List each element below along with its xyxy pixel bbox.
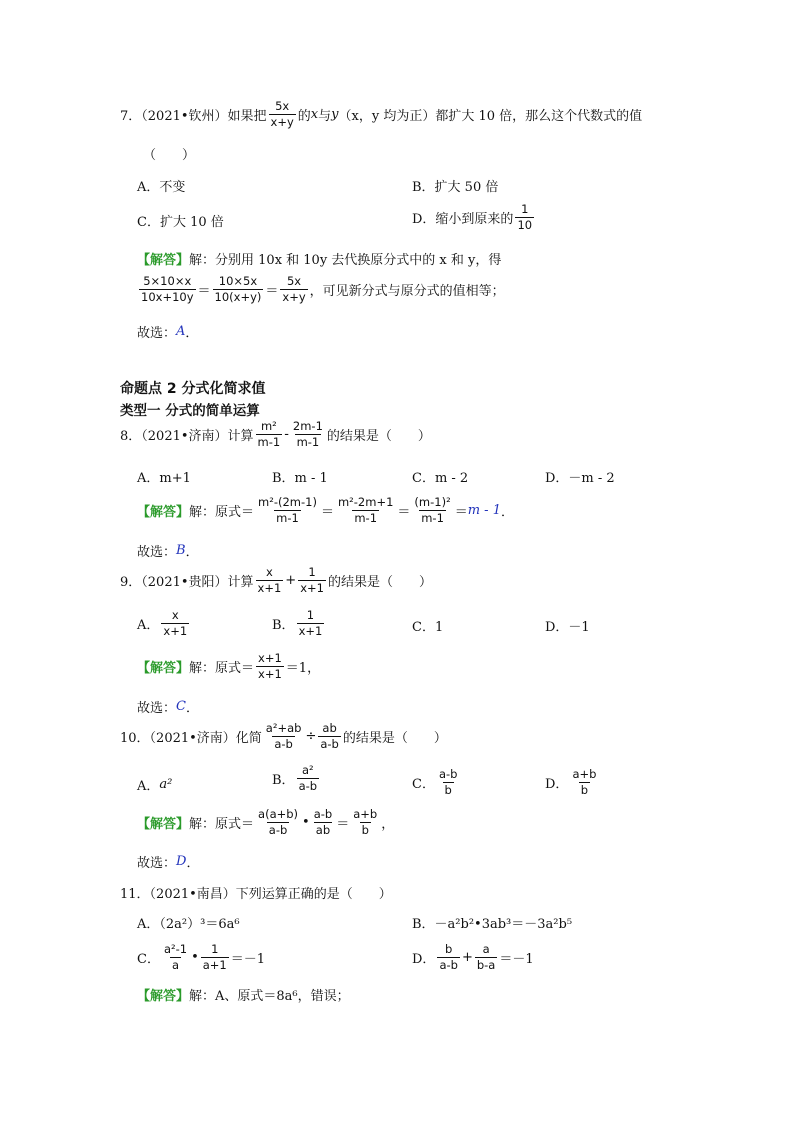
- q7-mid1: 的: [297, 108, 311, 124]
- q10-frac1: [264, 722, 304, 751]
- q7-option-d: [412, 203, 536, 232]
- q10-s2-num: a-b: [313, 807, 333, 821]
- q9-answer-tag: 【解答】: [137, 660, 190, 676]
- q9-s1-num: x+1: [258, 651, 282, 665]
- q8-choice-label: 故选：: [137, 545, 177, 560]
- q10-option-d: [545, 768, 600, 797]
- q10-step2: [312, 808, 335, 837]
- q7-choice-end: ．: [185, 326, 199, 341]
- q10-operator: ÷: [305, 728, 317, 744]
- q7-eq-frac2: [213, 275, 264, 304]
- q9-option-b-fraction: [297, 609, 325, 638]
- q7-d-den: 10: [517, 217, 533, 232]
- q9-step1: [256, 652, 284, 681]
- q10-option-b: [272, 764, 321, 793]
- q9-frac2: [298, 566, 326, 595]
- q11-option-a: [137, 913, 240, 932]
- q10-frac2: [318, 722, 341, 751]
- q9-a-num: x: [171, 608, 179, 622]
- q9-option-d-text: D．－1: [545, 620, 590, 635]
- q9-option-c-text: C．1: [412, 620, 444, 635]
- q7-stem: [120, 100, 642, 129]
- q8-option-d: [545, 467, 615, 486]
- q9-answer: [137, 652, 320, 681]
- q10-f2-den: a-b: [320, 736, 339, 751]
- q8-suffix: 的结果是（ ）: [326, 428, 431, 444]
- q7-frac-den: x+y: [270, 114, 294, 129]
- q8-option-a: [137, 467, 191, 486]
- q11-c-f2-den: a+1: [202, 957, 227, 972]
- multiply-dot: •: [302, 814, 310, 830]
- q11-option-d-frac1: [437, 943, 460, 972]
- q10-option-c: [412, 768, 461, 797]
- q10-step1: [256, 808, 300, 837]
- q7-answer: [137, 249, 501, 268]
- q8-frac1: [256, 420, 283, 449]
- q7-eq1-den: 10x+10y: [141, 289, 194, 304]
- q7-frac-num: 5x: [275, 99, 290, 113]
- q10-choice-letter: D: [176, 854, 187, 869]
- q10-f1-num: a²+ab: [265, 721, 302, 735]
- q9-choice-label: 故选：: [137, 701, 177, 716]
- equals-sign: ＝: [320, 504, 334, 520]
- q9-option-c: [412, 616, 443, 635]
- section-title-text: 命题点 2 分式化简求值: [120, 381, 266, 397]
- q7-eq3-den: x+y: [282, 289, 306, 304]
- q8-f2-den: m-1: [296, 434, 320, 449]
- q7-blank: [143, 144, 195, 163]
- equals-sign: ＝: [336, 816, 350, 832]
- q10-prefix: 10．（2021•济南）化简: [120, 730, 262, 746]
- q11-option-d-label: D．: [412, 951, 436, 967]
- q11-answer-tag: 【解答】: [137, 989, 190, 1004]
- q9-option-b: [272, 609, 326, 638]
- q8-step3: [412, 496, 452, 525]
- q11-stem: [120, 883, 392, 902]
- q11-c-f1-num: a²-1: [163, 942, 188, 956]
- q7-equation: [137, 275, 505, 304]
- q7-eq3-num: 5x: [286, 274, 302, 288]
- q10-answer-text: 解：原式＝: [189, 816, 255, 832]
- q7-option-b: [412, 176, 498, 195]
- q7-choice-letter: A: [176, 324, 186, 339]
- q10-option-c-fraction: [437, 768, 460, 797]
- q8-option-b-text: B．m - 1: [272, 471, 328, 486]
- q11-answer-text: 解：A、原式＝8a⁶，错误；: [189, 989, 350, 1004]
- q7-option-b-text: B．扩大 50 倍: [412, 180, 499, 195]
- q9-option-a: [137, 609, 191, 638]
- q7-mid2: 与: [318, 108, 332, 124]
- q8-frac2: [291, 420, 325, 449]
- q9-f2-den: x+1: [300, 580, 324, 595]
- q11-d-f2-num: a: [482, 942, 490, 956]
- q11-option-c-label: C．: [137, 951, 160, 967]
- q10-option-d-fraction: [570, 768, 598, 797]
- q7-fraction: [269, 100, 296, 129]
- q8-choice: [137, 541, 199, 560]
- q11-option-c-end: ＝－1: [230, 951, 266, 967]
- q10-s1-num: a(a+b): [258, 807, 299, 821]
- q7-eq-frac3: [280, 275, 307, 304]
- q11-option-d: [412, 943, 534, 972]
- q10-s1-den: a-b: [268, 822, 288, 837]
- q7-d-num: 1: [521, 202, 529, 216]
- q8-s1-num: m²-(2m-1): [258, 495, 317, 509]
- q9-option-d: [545, 616, 590, 635]
- q8-answer: [137, 496, 514, 525]
- q11-option-b: [412, 913, 572, 932]
- q7-eq-frac1: [139, 275, 196, 304]
- q9-option-a-label: A．: [137, 617, 160, 633]
- q8-stem: [120, 420, 431, 449]
- q10-option-a: [137, 775, 172, 794]
- section-subtitle-text: 类型一 分式的简单运算: [120, 403, 260, 419]
- q8-step2: [336, 496, 395, 525]
- q11-option-b-text: B．－a²b²•3ab³＝－3a²b⁵: [412, 917, 573, 932]
- q8-step1: [256, 496, 319, 525]
- q9-b-den: x+1: [298, 623, 323, 638]
- q8-s2-den: m-1: [354, 510, 378, 525]
- section-title: [120, 378, 266, 398]
- q11-option-c: [137, 943, 265, 972]
- section-subtitle: [120, 399, 260, 419]
- q11-answer: [137, 985, 350, 1004]
- q9-f1-num: x: [266, 565, 273, 579]
- q10-suffix: 的结果是（ ）: [342, 730, 447, 746]
- q11-prefix: 11．（2021•南昌）下列运算正确的是（ ）: [120, 887, 392, 902]
- q7-prefix: 7．（2021•钦州）如果把: [120, 108, 267, 124]
- q10-answer-end: ，: [381, 816, 395, 832]
- q7-option-c-text: C．扩大 10 倍: [137, 215, 224, 230]
- q9-choice-letter: C: [176, 699, 186, 714]
- equals-sign: ＝: [397, 504, 411, 520]
- q11-d-f2-den: b-a: [476, 957, 496, 972]
- q9-s1-den: x+1: [258, 666, 282, 681]
- q7-var-x: x: [310, 106, 319, 122]
- q8-choice-letter: B: [176, 543, 186, 558]
- q10-s3-num: a+b: [353, 807, 378, 821]
- q7-eq1-num: 5×10×x: [143, 274, 192, 288]
- plus-sign: +: [461, 949, 473, 965]
- q10-b-num: a²: [301, 763, 314, 777]
- q9-choice: [137, 697, 199, 716]
- equals-sign: ＝: [197, 283, 211, 299]
- q9-option-b-label: B．: [272, 617, 295, 633]
- q8-operator: -: [284, 426, 289, 442]
- q8-f1-num: m²: [260, 419, 277, 433]
- q8-choice-end: ．: [185, 545, 199, 560]
- q10-choice-end: ．: [186, 856, 200, 871]
- q7-eq-suffix: ，可见新分式与原分式的值相等；: [309, 283, 505, 299]
- q11-option-d-end: ＝－1: [499, 951, 534, 967]
- q10-choice-label: 故选：: [137, 856, 177, 871]
- q8-prefix: 8．（2021•济南）计算: [120, 428, 254, 444]
- q8-answer-tag: 【解答】: [137, 504, 190, 520]
- equals-sign: ＝: [265, 283, 279, 299]
- q10-d-den: b: [580, 782, 589, 797]
- q7-eq2-num: 10×5x: [218, 274, 258, 288]
- q8-option-c: [412, 467, 468, 486]
- q7-choice-label: 故选：: [137, 326, 177, 341]
- q7-var-y: y: [331, 106, 339, 122]
- q8-option-c-text: C．m - 2: [412, 471, 469, 486]
- q10-f1-den: a-b: [274, 736, 293, 751]
- q9-stem: [120, 566, 432, 595]
- equals-sign: ＝: [454, 504, 468, 520]
- q9-result: ＝1，: [285, 660, 321, 676]
- q10-answer-tag: 【解答】: [137, 816, 190, 832]
- q10-s2-den: ab: [315, 822, 331, 837]
- q10-option-d-label: D．: [545, 776, 569, 792]
- q11-option-c-frac2: [201, 943, 229, 972]
- q10-d-num: a+b: [572, 767, 597, 781]
- q10-f2-num: ab: [322, 721, 337, 735]
- q8-option-a-text: A．m+1: [137, 471, 191, 486]
- q10-answer: [137, 808, 394, 837]
- q10-option-a-label: A．: [137, 779, 160, 794]
- q7-blank-text: （ ）: [143, 148, 196, 163]
- q7-option-c: [137, 211, 224, 230]
- q11-c-f2-num: 1: [211, 942, 219, 956]
- q8-f2-num: 2m-1: [292, 419, 323, 433]
- q7-option-d-fraction: [515, 203, 534, 232]
- q7-option-d-text: D．缩小到原来的: [412, 211, 514, 227]
- q10-b-den: a-b: [298, 778, 318, 793]
- q10-s3-den: b: [361, 822, 369, 837]
- q8-answer-text: 解：原式＝: [189, 504, 255, 520]
- q9-a-den: x+1: [163, 623, 188, 638]
- q10-option-c-label: C．: [412, 776, 435, 792]
- q8-option-b: [272, 467, 328, 486]
- q9-option-a-fraction: [161, 609, 189, 638]
- q8-s3-num: (m-1)²: [414, 495, 451, 509]
- q8-result: m - 1: [467, 502, 501, 518]
- q9-suffix: 的结果是（ ）: [327, 574, 432, 590]
- q9-choice-end: ．: [185, 701, 199, 716]
- q9-frac1: [256, 566, 284, 595]
- q11-option-c-frac1: [162, 943, 189, 972]
- q7-choice: [137, 322, 198, 341]
- q7-answer-tag: 【解答】: [137, 253, 190, 268]
- q11-option-a-text: A．（2a²）³＝6a⁶: [137, 917, 240, 932]
- q7-option-a: [137, 176, 185, 195]
- q7-option-a-text: A．不变: [137, 180, 186, 195]
- q10-step3: [351, 808, 379, 837]
- q8-option-d-text: D．－m - 2: [545, 471, 615, 486]
- q7-eq2-den: 10(x+y): [214, 289, 262, 304]
- q9-prefix: 9．（2021•贵阳）计算: [120, 574, 254, 590]
- q10-choice: [137, 852, 199, 871]
- period: ．: [500, 504, 514, 520]
- q10-c-num: a-b: [438, 767, 458, 781]
- q10-option-a-value: a²: [159, 777, 173, 792]
- q9-f1-den: x+1: [257, 580, 282, 595]
- q9-b-num: 1: [306, 608, 315, 622]
- q11-d-f1-num: b: [445, 942, 453, 956]
- q11-option-d-frac2: [475, 943, 498, 972]
- q9-f2-num: 1: [308, 565, 316, 579]
- q7-answer-text: 解：分别用 10x 和 10y 去代换原分式中的 x 和 y，得: [189, 253, 502, 268]
- q11-d-f1-den: a-b: [439, 957, 458, 972]
- q8-s3-den: m-1: [421, 510, 444, 525]
- q10-stem: [120, 722, 447, 751]
- q7-paren: （x，y 均为正）都扩大 10 倍，那么这个代数式的值: [338, 108, 643, 124]
- q8-f1-den: m-1: [257, 434, 281, 449]
- q9-answer-text: 解：原式＝: [189, 660, 255, 676]
- q11-c-f1-den: a: [171, 957, 180, 972]
- q8-s2-num: m²-2m+1: [337, 495, 394, 509]
- q10-c-den: b: [444, 782, 452, 797]
- q8-s1-den: m-1: [276, 510, 299, 525]
- q10-option-b-label: B．: [272, 772, 295, 788]
- multiply-dot: •: [191, 949, 199, 965]
- q10-option-b-fraction: [297, 764, 320, 793]
- q9-operator: +: [285, 572, 297, 588]
